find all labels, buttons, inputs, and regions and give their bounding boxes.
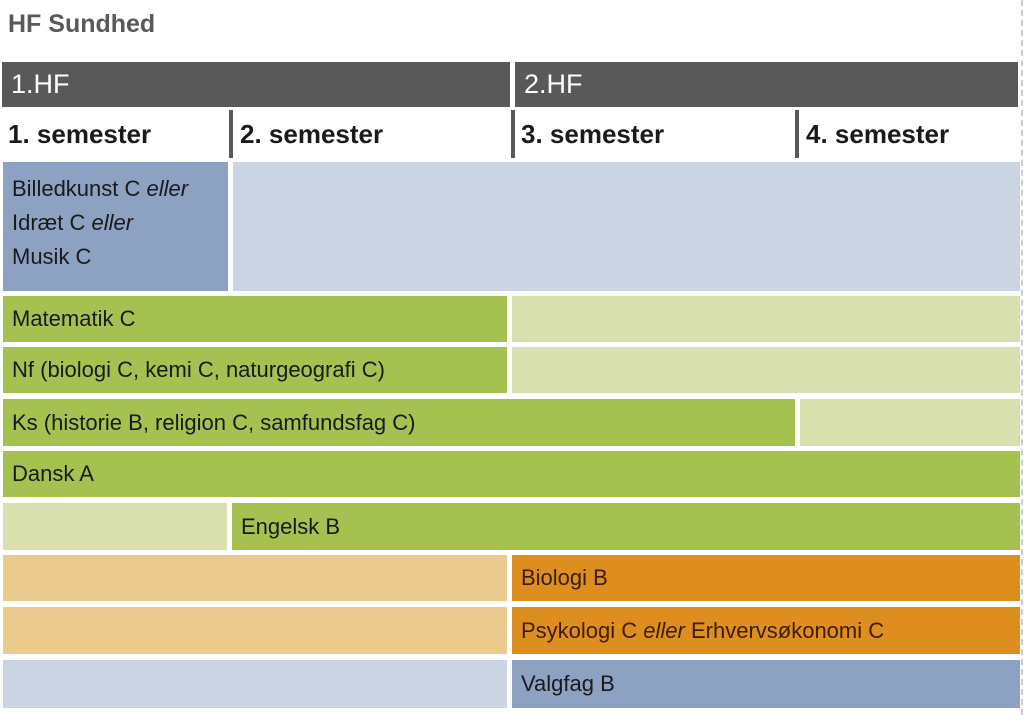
column-divider <box>795 110 799 158</box>
subject-label <box>12 461 94 487</box>
page-edge-dashed-line <box>1021 0 1023 715</box>
semester-header-2: 2. semester <box>240 118 384 149</box>
subject-label-line <box>12 240 228 274</box>
year-header-1hf <box>2 62 510 107</box>
placeholder-block-ks <box>800 399 1020 446</box>
label-text: Nf (biologi C, kemi C, naturgeografi C) <box>12 357 385 382</box>
subject-block-psykologi-erhverv <box>512 607 1020 654</box>
year-header-2hf <box>515 62 1018 107</box>
subject-block-nf <box>3 347 507 393</box>
column-divider <box>511 110 515 158</box>
placeholder-block-kreative-fag <box>233 162 1020 291</box>
semester-header-3: 3. semester <box>521 118 665 149</box>
label-text: Billedkunst C <box>12 176 147 201</box>
subject-block-ks <box>3 399 795 446</box>
subject-block-engelsk <box>232 503 1020 550</box>
page-title: HF Sundhed <box>8 10 156 38</box>
label-italic: eller <box>146 176 189 201</box>
label-italic: eller <box>91 210 134 235</box>
subject-label-line <box>12 172 228 206</box>
subject-label <box>12 410 416 436</box>
placeholder-block-nf <box>512 347 1020 393</box>
semester-header-4: 4. semester <box>806 118 950 149</box>
subject-label <box>521 618 884 644</box>
column-divider <box>229 110 233 158</box>
subject-block-biologi <box>512 555 1020 601</box>
label-text: Engelsk B <box>241 513 341 539</box>
placeholder-block-valgfag <box>3 660 507 708</box>
subject-label <box>241 514 340 540</box>
year-label: 2.HF <box>524 69 583 99</box>
label-text: Matematik C <box>12 306 136 331</box>
subject-label <box>12 306 135 332</box>
label-text: Psykologi C <box>521 617 644 643</box>
semester-header-1: 1. semester <box>8 118 152 149</box>
placeholder-block-psykologi-erhverv <box>3 607 507 654</box>
subject-label <box>521 565 608 591</box>
label-text: Erhvervsøkonomi C <box>684 617 885 643</box>
label-text: Dansk A <box>12 461 94 486</box>
subject-block-dansk <box>3 451 1020 497</box>
subject-block-matematik <box>3 296 507 342</box>
placeholder-block-engelsk <box>3 503 227 550</box>
label-text: Valgfag B <box>521 671 615 696</box>
subject-block-kreative-fag <box>3 162 228 291</box>
subject-block-valgfag <box>512 660 1020 708</box>
year-label: 1.HF <box>11 69 70 99</box>
subject-label <box>521 671 615 697</box>
subject-label <box>12 357 385 383</box>
label-text: Ks (historie B, religion C, samfundsfag C) <box>12 409 416 435</box>
label-text: Idræt C <box>12 210 92 235</box>
subject-label-line <box>12 206 228 240</box>
placeholder-block-matematik <box>512 296 1020 342</box>
label-text: Musik C <box>12 244 92 269</box>
label-text: Biologi B <box>521 565 608 590</box>
placeholder-block-biologi <box>3 555 507 601</box>
label-italic: eller <box>643 617 685 643</box>
